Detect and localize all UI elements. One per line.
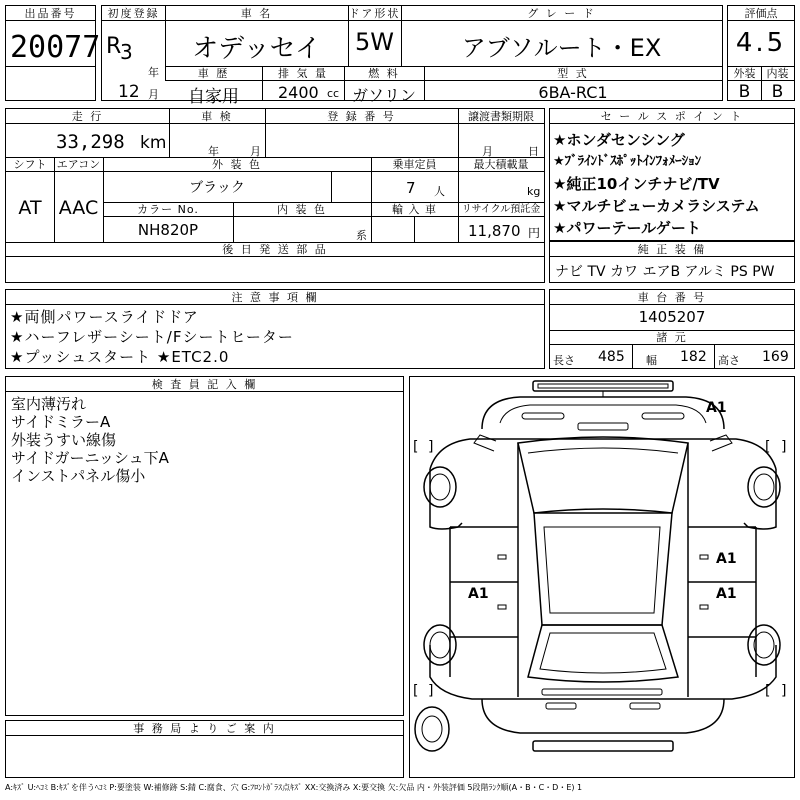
history-label: 車 歴 xyxy=(165,66,262,81)
door-label: ドア形状 xyxy=(348,7,401,20)
lot-label: 出品番号 xyxy=(6,6,95,21)
inspection-label: 車 検 xyxy=(169,109,265,124)
reg-number-label: 登 録 番 号 xyxy=(265,109,458,124)
color-no-label: カラー No. xyxy=(103,202,233,217)
bracket-left: ] xyxy=(428,683,434,699)
office-box xyxy=(5,720,404,778)
air-conditioner: AAC xyxy=(58,197,99,219)
height-label: 高さ xyxy=(718,354,740,367)
width: 182 xyxy=(680,349,707,365)
exterior-grade: B xyxy=(738,82,751,102)
transfer-label: 譲渡書類期限 xyxy=(458,109,544,124)
recycle-label: リサイクル預託金 xyxy=(458,202,544,217)
lot-number-box xyxy=(5,5,101,101)
lot-number: 20077 xyxy=(10,30,101,65)
first-reg-label: 初度登録 xyxy=(102,6,165,21)
damage-mark-right-rear-door: A1 xyxy=(716,586,737,602)
history: 自家用 xyxy=(188,87,239,107)
bracket-left: [ xyxy=(413,683,419,699)
damage-diagram xyxy=(409,376,795,778)
note-line: ★ハーフレザーシート/Fシートヒーター xyxy=(10,328,294,346)
width-label: 幅 xyxy=(646,354,657,367)
shift: AT xyxy=(18,197,42,219)
year-unit: 年 xyxy=(148,66,159,79)
equipment-label: 純 正 装 備 xyxy=(550,242,794,257)
car-name: オデッセイ xyxy=(192,34,321,64)
recycle-unit: 円 xyxy=(528,226,541,240)
transfer-month-unit: 月 xyxy=(482,145,493,158)
sales-point: ★純正10インチナビ/TV xyxy=(553,175,720,193)
reg-year: 3 xyxy=(120,40,133,64)
import-label: 輸 入 車 xyxy=(371,202,458,217)
interior-grade: B xyxy=(771,82,784,102)
month-unit: 月 xyxy=(148,88,159,101)
bracket-right: [ xyxy=(765,439,771,455)
notes-label: 注 意 事 項 欄 xyxy=(6,290,544,305)
inspector-line: サイドガーニッシュ下A xyxy=(11,449,169,467)
length: 485 xyxy=(598,349,625,365)
inspector-line: インストパネル傷小 xyxy=(11,467,146,485)
model-label: 型 式 xyxy=(424,66,722,81)
displacement: 2400 xyxy=(278,83,319,102)
sales-points-box xyxy=(549,108,795,241)
chassis-number: 1405207 xyxy=(638,308,706,326)
inspector-line: 外装うすい線傷 xyxy=(11,431,117,449)
color-number: NH820P xyxy=(137,221,199,239)
specs-label: 諸 元 xyxy=(550,330,794,345)
damage-mark-right-front-door: A1 xyxy=(716,551,737,567)
inspection-year-unit: 年 xyxy=(208,145,219,158)
capacity-unit: 人 xyxy=(434,185,445,198)
fuel-label: 燃 料 xyxy=(344,66,424,81)
inspector-line: サイドミラーA xyxy=(11,413,111,431)
door-type: 5W xyxy=(355,28,394,56)
damage-mark-left-rear-door: A1 xyxy=(468,586,489,602)
interior-label: 内装 xyxy=(761,66,794,81)
reg-month: 12 xyxy=(118,82,140,102)
era: R xyxy=(106,34,122,59)
bracket-right: [ xyxy=(765,683,771,699)
exterior-color-label: 外 装 色 xyxy=(103,157,371,172)
bracket-right: ] xyxy=(781,439,787,455)
ac-label: エアコン xyxy=(54,157,103,172)
sales-points-label: セ ー ル ス ポ イ ン ト xyxy=(550,109,794,124)
name-label: 車 名 xyxy=(165,6,348,21)
capacity-label: 乗車定員 xyxy=(371,157,458,172)
score-box xyxy=(727,5,795,101)
bracket-left: ] xyxy=(428,439,434,455)
exterior-label: 外装 xyxy=(728,66,761,81)
note-line: ★プッシュスタート ★ETC2.0 xyxy=(10,348,230,366)
equipment: ナビ TV カワ エアB アルミ PS PW xyxy=(555,264,775,280)
mileage: 33,298 xyxy=(56,131,125,153)
chassis-label: 車 台 番 号 xyxy=(550,290,794,305)
recycle-deposit: 11,870 xyxy=(468,222,521,240)
mileage-label: 走 行 xyxy=(6,109,169,124)
chassis-box xyxy=(549,289,795,369)
notes-box xyxy=(5,289,545,369)
inspector-line: 室内薄汚れ xyxy=(11,395,87,413)
main-info-box xyxy=(101,5,723,107)
score-label: 評価点 xyxy=(728,6,794,21)
grade-label: グ レ ー ド xyxy=(401,6,722,21)
fuel: ガソリン xyxy=(351,86,416,105)
note-line: ★両側パワースライドドア xyxy=(10,308,199,326)
vehicle-details-box xyxy=(5,108,545,283)
capacity: 7 xyxy=(406,179,416,197)
length-label: 長さ xyxy=(553,354,575,367)
mileage-unit: km xyxy=(140,133,167,153)
height: 169 xyxy=(762,349,789,365)
car-diagram-svg xyxy=(410,377,794,777)
transfer-day-unit: 日 xyxy=(528,145,539,158)
equipment-box xyxy=(549,241,795,283)
displacement-label: 排 気 量 xyxy=(262,66,344,81)
exterior-color: ブラック xyxy=(189,180,245,196)
displacement-unit: cc xyxy=(327,87,340,100)
load-unit: kg xyxy=(527,185,541,198)
interior-color-label: 内 装 色 xyxy=(233,202,371,217)
legend: A:ｷｽﾞ U:ﾍｺﾐ B:ｷｽﾞを伴うﾍｺﾐ P:要塗装 W:補修跡 S:錆 C:腐食、穴 G:ﾌﾛﾝﾄｶﾞﾗｽ点ｷｽﾞ XX:交換済み X:要交換 欠:欠品 内・外装評価 5段階ﾗﾝｸ順(A・B・C・D・E) 1 xyxy=(5,783,583,792)
score: 4.5 xyxy=(735,28,787,58)
sales-point: ★ホンダセンシング xyxy=(553,131,685,149)
sales-point: ★マルチビューカメラシステム xyxy=(553,197,760,215)
sales-point: ★パワーテールゲート xyxy=(553,219,701,237)
shift-label: シフト xyxy=(6,157,54,172)
load-label: 最大積載量 xyxy=(458,157,544,172)
inspector-box xyxy=(5,376,404,716)
inspection-month-unit: 月 xyxy=(250,145,261,158)
office-label: 事 務 局 よ り ご 案 内 xyxy=(6,721,403,736)
inspector-label: 検 査 員 記 入 欄 xyxy=(6,377,403,392)
later-parts-label: 後 日 発 送 部 品 xyxy=(6,242,544,257)
model-code: 6BA-RC1 xyxy=(538,83,608,102)
bracket-left: [ xyxy=(413,439,419,455)
damage-mark-front-right: A1 xyxy=(706,400,727,416)
grade: アブソルート・EX xyxy=(461,34,662,62)
interior-color-unit: 系 xyxy=(356,229,367,242)
bracket-right: ] xyxy=(781,683,787,699)
sales-point: ★ﾌﾞﾗｲﾝﾄﾞｽﾎﾟｯﾄｲﾝﾌｫﾒｰｼｮﾝ xyxy=(553,154,702,169)
